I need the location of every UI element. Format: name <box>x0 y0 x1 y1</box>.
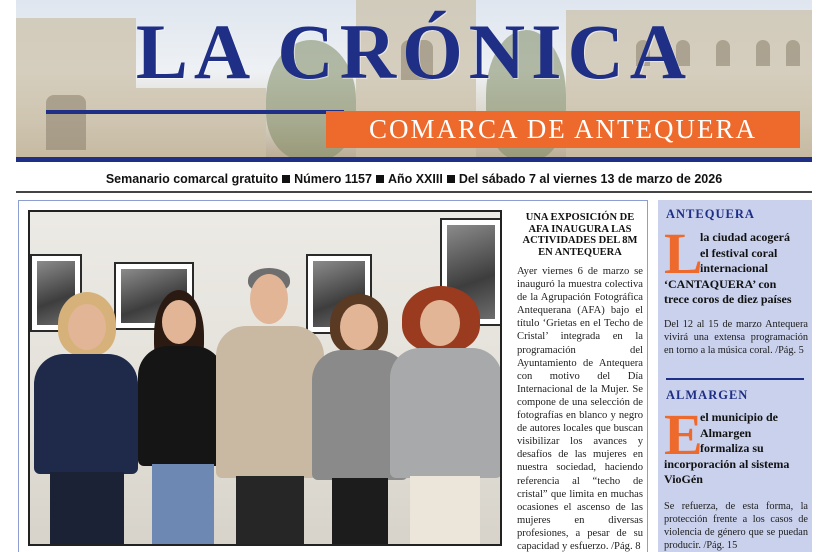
dateline-divider <box>16 191 812 193</box>
dropcap-letter: L <box>664 221 703 286</box>
person-figure <box>132 290 228 546</box>
headline-line: formaliza su <box>700 441 764 455</box>
headline-line: el municipio de <box>700 410 779 424</box>
headline-line: VioGén <box>664 472 703 486</box>
headline-line: el festival coral <box>700 245 778 260</box>
separator-square-icon <box>282 175 290 183</box>
main-story-body: Ayer viernes 6 de marzo se inauguró la muestra colectiva de la Agrupación Fotográfica Antequerana (AFA) bajo el título ‘Grietas en el Techo de Cristal’ integrada en la programación del Ayuntamiento de Antequera con motivo del Día Internacional de la Mujer. Se compone de una selección de fotografías en blanco y negro de autores locales que buscan visibilizar los avances y desafíos de las mujeres en nuestra sociedad, haciendo referencia al “techo de cristal” que limita en muchas ocasiones el ascenso de las mujeres en diversas profesiones, a pesar de su capacidad y esfuerzo. /Pág. 8 <box>517 266 643 552</box>
sidebar-body-antequera: Del 12 al 15 de marzo Antequera vivirá una extensa programación en torno a la música coral. /Pág. 5 <box>664 319 808 356</box>
headline-line: trece coros de diez países <box>664 292 792 306</box>
sidebar-section-title-antequera: ANTEQUERA <box>666 207 755 221</box>
dateline-year: Año XXIII <box>387 172 443 186</box>
person-figure <box>388 286 502 546</box>
sidebar-headline-antequera <box>664 230 810 308</box>
separator-square-icon <box>447 175 455 183</box>
headline-line: internacional <box>700 261 768 275</box>
sidebar-section-title-almargen: ALMARGEN <box>666 388 749 402</box>
headline-line: ‘CANTAQUERA’ con <box>664 276 777 291</box>
dateline-issue-number: Número 1157 <box>294 172 372 186</box>
headline-line: incorporación al sistema <box>664 456 790 471</box>
sidebar-divider <box>666 378 804 380</box>
dropcap-letter: E <box>664 402 703 467</box>
main-story-headline: UNA EXPOSICIÓN DE AFA INAUGURA LAS ACTIVIDADES DEL 8M EN ANTEQUERA <box>522 212 638 258</box>
sidebar-headline-almargen <box>664 410 810 488</box>
headline-line: la ciudad acogerá <box>700 230 790 244</box>
exhibition-photo <box>28 210 502 546</box>
title-underline <box>46 110 344 114</box>
dateline-tagline: Semanario comarcal gratuito <box>105 172 279 186</box>
headline-line: Almargen <box>700 425 752 440</box>
newspaper-title: LA CRÓNICA <box>135 8 693 95</box>
masthead-divider <box>16 157 812 162</box>
newspaper-subtitle: COMARCA DE ANTEQUERA <box>326 111 800 148</box>
separator-square-icon <box>376 175 384 183</box>
sidebar-body-almargen: Se refuerza, de esta forma, la protección frente a los casos de violencia de género que se puedan producir. /Pág. 15 <box>664 501 808 551</box>
person-figure <box>216 268 324 546</box>
dateline-date-range: Del sábado 7 al viernes 13 de marzo de 2026 <box>458 172 723 186</box>
person-figure <box>30 292 140 546</box>
issue-dateline <box>16 168 812 190</box>
